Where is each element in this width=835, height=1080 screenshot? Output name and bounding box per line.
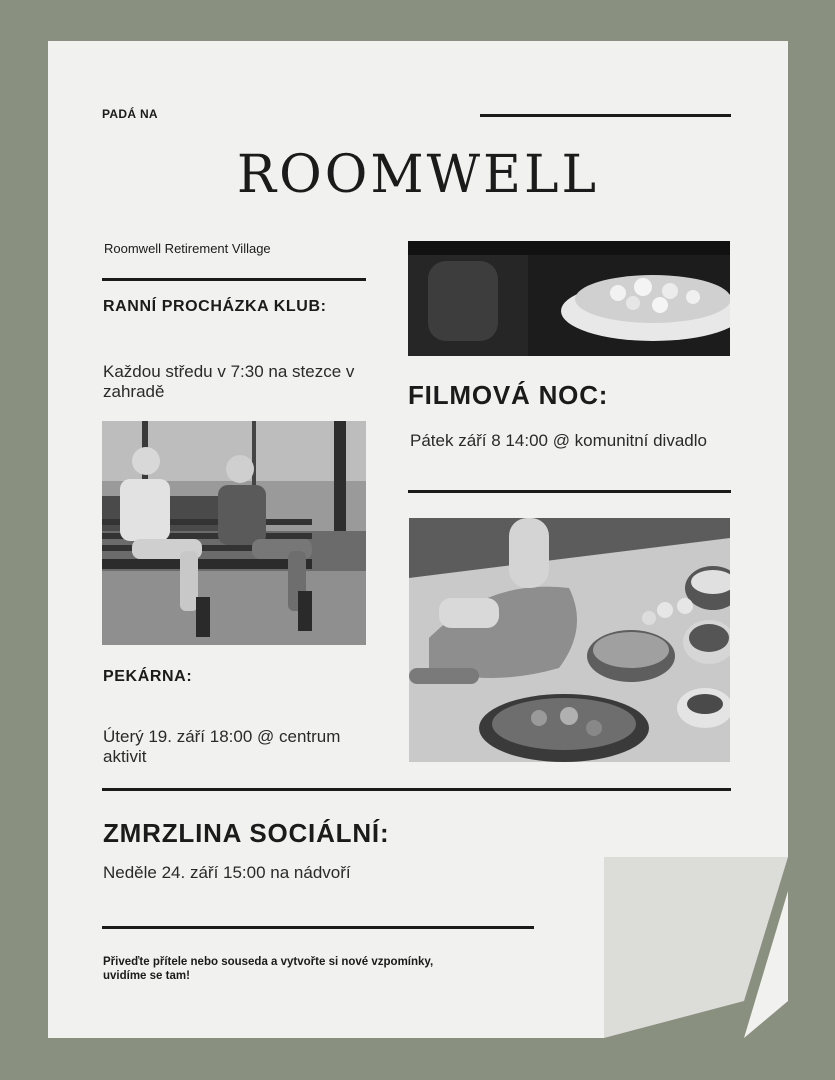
kicker-text: PADÁ NA [102, 107, 158, 121]
walk-photo [102, 421, 366, 645]
page-title: ROOMWELL [236, 145, 600, 205]
bakery-photo [409, 518, 730, 762]
footer-note: Přiveďte přítele nebo souseda a vytvořte si nové vzpomínky, uvidíme se tam! [103, 956, 434, 982]
footer-rule [102, 926, 534, 929]
movie-details: Pátek září 8 14:00 @ komunitní divadlo [410, 431, 707, 450]
section-rule [102, 788, 731, 791]
bakery-details: Úterý 19. září 18:00 @ centrum aktivit [103, 727, 341, 766]
icecream-details: Neděle 24. září 15:00 na nádvoří [103, 863, 351, 882]
header-rule [480, 114, 731, 117]
movie-rule [408, 490, 731, 493]
movie-heading: FILMOVÁ NOC: [408, 380, 609, 410]
subtitle-text: Roomwell Retirement Village [104, 241, 271, 256]
movie-photo [408, 241, 730, 356]
walk-heading: RANNÍ PROCHÁZKA KLUB: [103, 298, 327, 315]
walk-details: Každou středu v 7:30 na stezce v zahradě [103, 362, 355, 401]
bakery-heading: PEKÁRNA: [103, 668, 193, 685]
flyer-sheet [48, 41, 788, 1038]
icecream-heading: ZMRZLINA SOCIÁLNÍ: [103, 818, 390, 848]
walk-rule [102, 278, 366, 281]
